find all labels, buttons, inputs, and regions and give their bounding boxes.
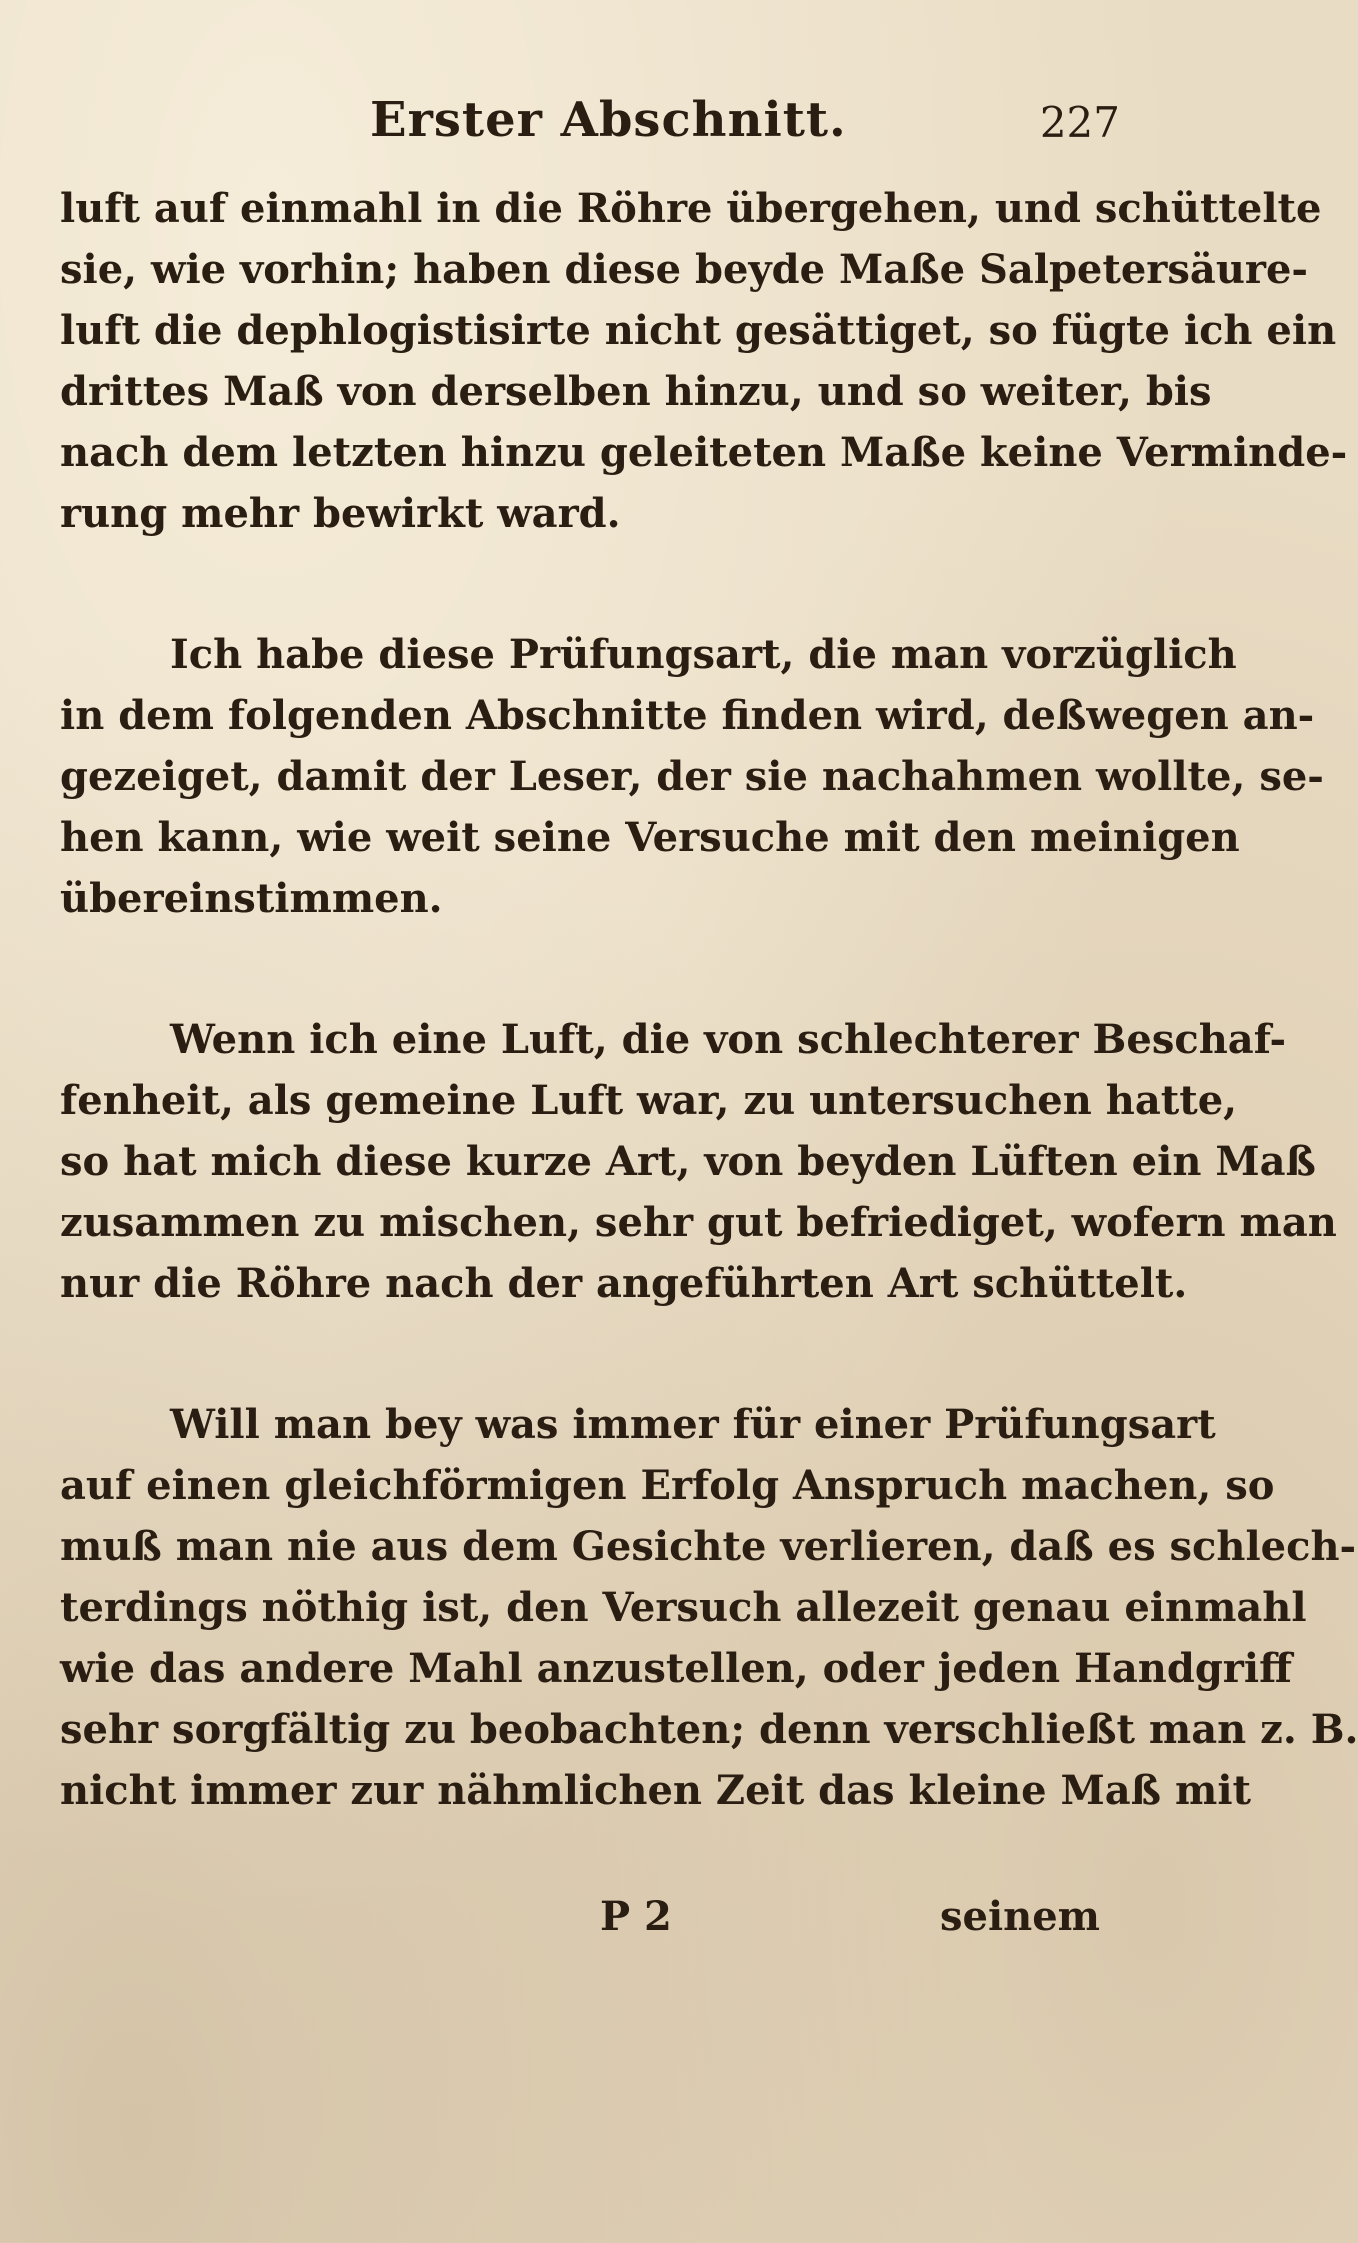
text-line: übereinstimmen. — [60, 875, 443, 922]
text-line: nicht immer zur nähmlichen Zeit das kleine Maß mit — [60, 1767, 1251, 1814]
page-number: 227 — [1039, 98, 1120, 147]
body-text — [60, 178, 1358, 1821]
text-line: sehr sorgfältig zu beobachten; denn verschließt man z. B. — [60, 1706, 1358, 1753]
text-line: nach dem letzten hinzu geleiteten Maße keine Verminde- — [60, 429, 1348, 476]
text-line: auf einen gleichförmigen Erfolg Anspruch machen, so — [60, 1462, 1275, 1509]
signature-mark: P 2 — [600, 1893, 672, 1940]
text-line: rung mehr bewirkt ward. — [60, 490, 621, 537]
text-line: Wenn ich eine Luft, die von schlechterer Beschaf- — [170, 1016, 1287, 1063]
text-line: terdings nöthig ist, den Versuch allezeit genau einmahl — [60, 1584, 1307, 1631]
text-line: wie das andere Mahl anzustellen, oder jeden Handgriff — [60, 1645, 1292, 1692]
text-line: fenheit, als gemeine Luft war, zu untersuchen hatte, — [60, 1077, 1238, 1124]
paragraph — [60, 1009, 1337, 1314]
text-line: hen kann, wie weit seine Versuche mit den meinigen — [60, 814, 1240, 861]
text-line: nur die Röhre nach der angeführten Art schüttelt. — [60, 1260, 1188, 1307]
paragraph — [60, 624, 1324, 929]
text-line: so hat mich diese kurze Art, von beyden Lüften ein Maß — [60, 1138, 1316, 1185]
paragraph — [60, 1394, 1358, 1821]
text-line: luft auf einmahl in die Röhre übergehen, und schüttelte — [60, 185, 1322, 232]
text-line: muß man nie aus dem Gesichte verlieren, daß es schlech- — [60, 1523, 1357, 1570]
paragraph — [60, 178, 1348, 544]
text-line: sie, wie vorhin; haben diese beyde Maße Salpetersäure- — [60, 246, 1309, 293]
text-line: in dem folgenden Abschnitte finden wird, deßwegen an- — [60, 692, 1315, 739]
text-line: Ich habe diese Prüfungsart, die man vorzüglich — [170, 631, 1237, 678]
text-line: zusammen zu mischen, sehr gut befriediget, wofern man — [60, 1199, 1337, 1246]
text-line: Will man bey was immer für einer Prüfungsart — [170, 1401, 1216, 1448]
page-header — [60, 92, 1120, 162]
text-line: gezeiget, damit der Leser, der sie nachahmen wollte, se- — [60, 753, 1324, 800]
text-line: luft die dephlogistisirte nicht gesättiget, so fügte ich ein — [60, 307, 1337, 354]
text-line: drittes Maß von derselben hinzu, und so weiter, bis — [60, 368, 1212, 415]
catchword: seinem — [939, 1893, 1100, 1940]
page-footer — [60, 1893, 1120, 1953]
running-head: Erster Abschnitt. — [370, 92, 847, 148]
